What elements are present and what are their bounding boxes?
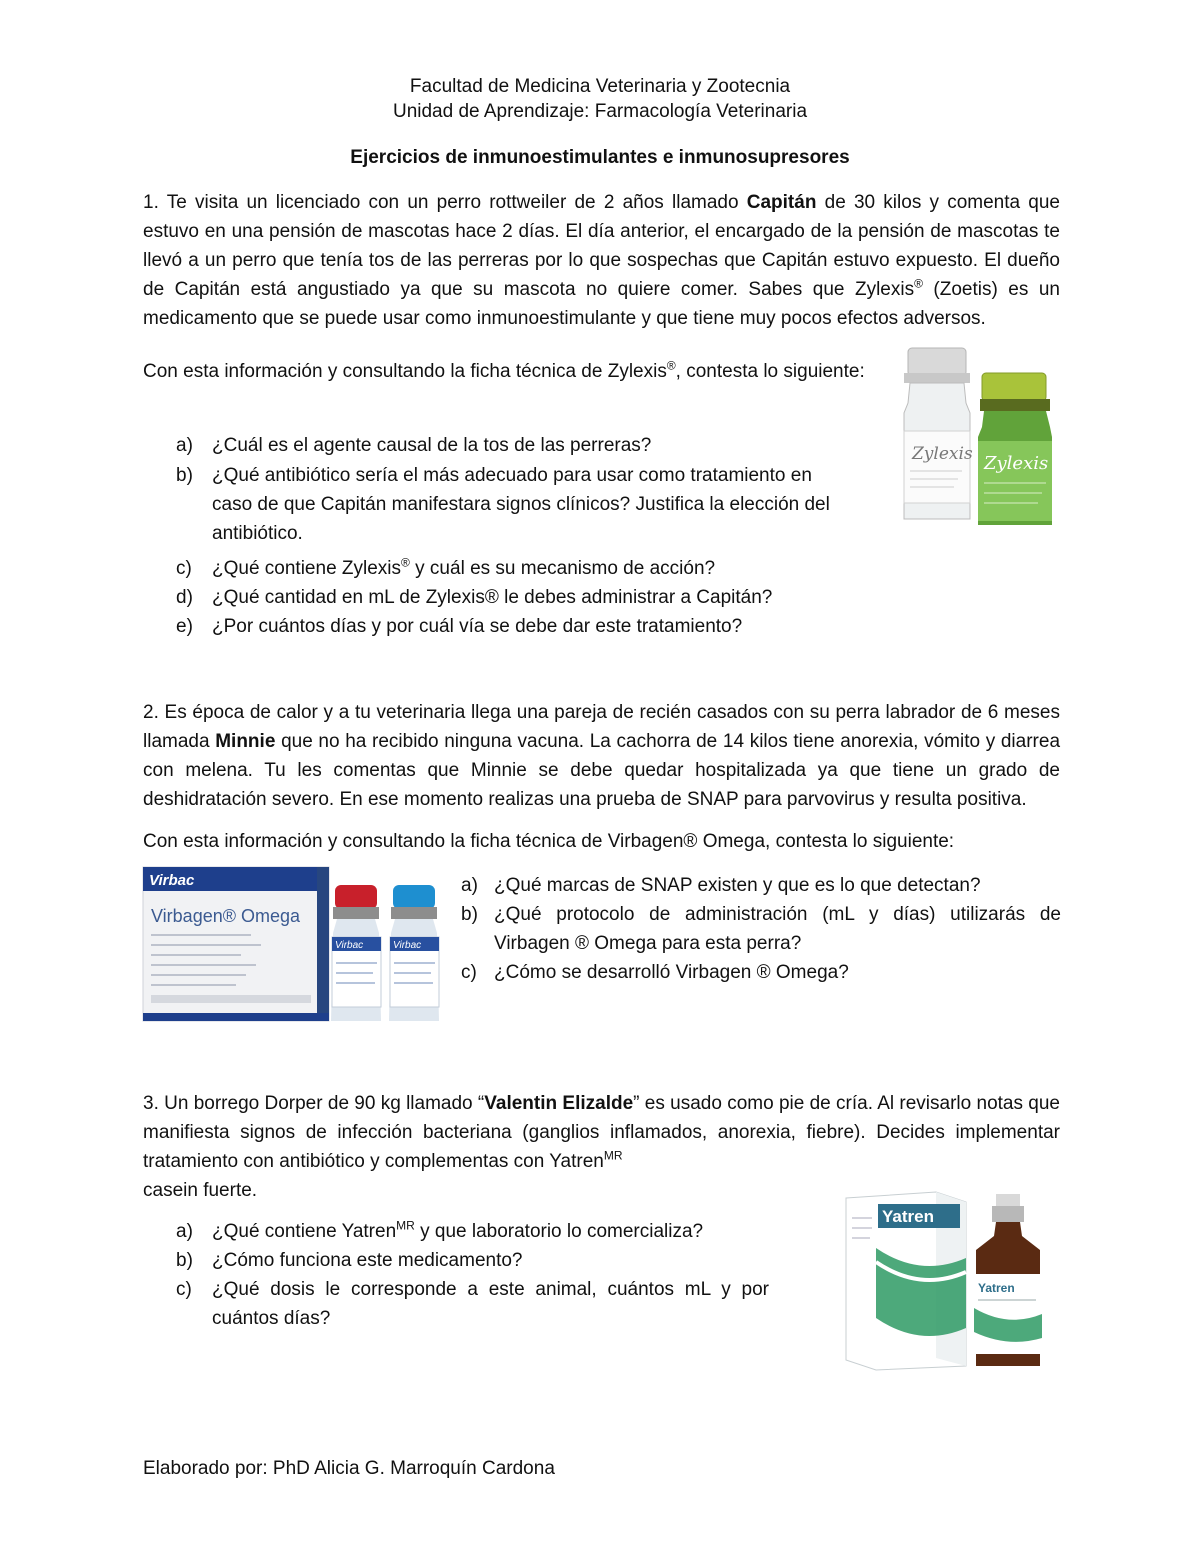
- registered-mark: ®: [914, 276, 923, 291]
- question-2a: a) ¿Qué marcas de SNAP existen y que es lo que detectan?: [461, 875, 981, 896]
- exercise-1-questions: [143, 431, 853, 641]
- ex3-text-3: casein fuerte.: [143, 1180, 258, 1201]
- ex1-intro-a: Con esta información y consultando la ficha técnica de Zylexis: [143, 361, 667, 382]
- exercise-2-questions: [461, 871, 1061, 987]
- exercise-2-intro: Con esta información y consultando la ficha técnica de Virbagen® Omega, contesta lo siguiente:: [143, 831, 955, 852]
- ex1-patient-name: Capitán: [746, 192, 817, 213]
- mr-mark: MR: [603, 1148, 623, 1163]
- exercise-3-statement: [143, 1089, 1060, 1176]
- exercise-1-statement: [143, 188, 1060, 333]
- zylexis-label-left: Zylexis: [912, 444, 973, 464]
- course-heading: Unidad de Aprendizaje: Farmacología Veterinaria: [392, 101, 808, 122]
- exercise-2-statement: [143, 698, 1060, 814]
- ex1-intro-b: , contesta lo siguiente:: [675, 361, 865, 382]
- vial-1-brand: Virbac: [335, 940, 364, 951]
- author-footer: Elaborado por: PhD Alicia G. Marroquín Cardona: [143, 1458, 555, 1479]
- document-title: Ejercicios de inmunoestimulantes e inmunosupresores: [350, 147, 850, 168]
- virbagen-box-title: Virbagen® Omega: [151, 906, 301, 926]
- virbac-logo-text: Virbac: [149, 872, 195, 889]
- exercise-3-questions: [143, 1217, 769, 1333]
- question-1c: c) ¿Qué contiene Zylexis® y cuál es su mecanismo de acción?: [176, 555, 716, 579]
- ex3-text-2: ” es usado como pie de cría. Al revisarlo notas que manifiesta signos de infección bacteriana (ganglios inflamados, anorexia, fiebre). Decides implementar tratamiento con antibiótico y complementas con Yatren: [143, 1093, 1060, 1172]
- question-2c: c) ¿Cómo se desarrolló Virbagen ® Omega?: [461, 962, 849, 983]
- yatren-box-brand: Yatren: [882, 1207, 934, 1226]
- ex2-patient-name: Minnie: [215, 731, 276, 752]
- ex2-text-2: que no ha recibido ninguna vacuna. La cachorra de 14 kilos tiene anorexia, vómito y diarrea con melena. Tu les comentas que Minnie se debe quedar hospitalizada ya que tiene un grado de deshidratación severo. En ese momento realizas una prueba de SNAP para parvovirus y resulta positiva.: [143, 731, 1061, 810]
- vial-2-brand: Virbac: [393, 940, 422, 951]
- ex1-text-1: 1. Te visita un licenciado con un perro rottweiler de 2 años llamado: [143, 192, 739, 213]
- question-3b: b) ¿Cómo funciona este medicamento?: [176, 1250, 523, 1271]
- ex3-patient-name: Valentin Elizalde: [484, 1093, 634, 1114]
- ex3-text-1: 3. Un borrego Dorper de 90 kg llamado “: [143, 1093, 485, 1114]
- virbagen-omega-image: [141, 863, 447, 1026]
- question-1e: e) ¿Por cuántos días y por cuál vía se debe dar este tratamiento?: [176, 616, 743, 637]
- yatren-product-image: [840, 1188, 1050, 1373]
- zylexis-label-right: Zylexis: [984, 453, 1049, 474]
- question-1b: b) ¿Qué antibiótico sería el más adecuado para usar como tratamiento en caso de que Capitán manifestara signos clínicos? Justifica la elección del antibiótico.: [176, 465, 830, 544]
- ex1-text-3: (Zoetis) es un medicamento que se puede usar como inmunoestimulante y que tiene muy pocos efectos adversos.: [143, 279, 1060, 329]
- ex2-text-1: 2. Es época de calor y a tu veterinaria llega una pareja de recién casados con su perra labrador de 6 meses llamada: [143, 702, 1060, 752]
- zylexis-vials-image: [896, 343, 1064, 528]
- question-3c: c) ¿Qué dosis le corresponde a este animal, cuántos mL y por cuántos días?: [176, 1279, 769, 1329]
- ex1-text-2: de 30 kilos y comenta que estuvo en una pensión de mascotas hace 2 días. El día anterior, el encargado de la pensión de mascotas te llevó a un perro que tenía tos de las perreras por lo que sospechas que Capitán estuvo expuesto. El dueño de Capitán está angustiado ya que su mascota no quiere comer. Sabes que Zylexis: [143, 192, 1060, 300]
- question-1a: a) ¿Cuál es el agente causal de la tos de las perreras?: [176, 435, 652, 456]
- question-2b: b) ¿Qué protocolo de administración (mL y días) utilizarás de Virbagen ® Omega para esta perra?: [461, 904, 1061, 954]
- registered-mark: ®: [666, 358, 676, 373]
- faculty-heading: Facultad de Medicina Veterinaria y Zootecnia: [409, 76, 791, 97]
- question-3a: a) ¿Qué contiene Yatren$^{MR}$ y que laboratorio lo comercializa?: [176, 1218, 704, 1242]
- question-1d: d) ¿Qué cantidad en mL de Zylexis® le debes administrar a Capitán?: [176, 587, 773, 608]
- yatren-bottle-brand: Yatren: [978, 1281, 1015, 1295]
- exercise-1-intro: [143, 356, 865, 387]
